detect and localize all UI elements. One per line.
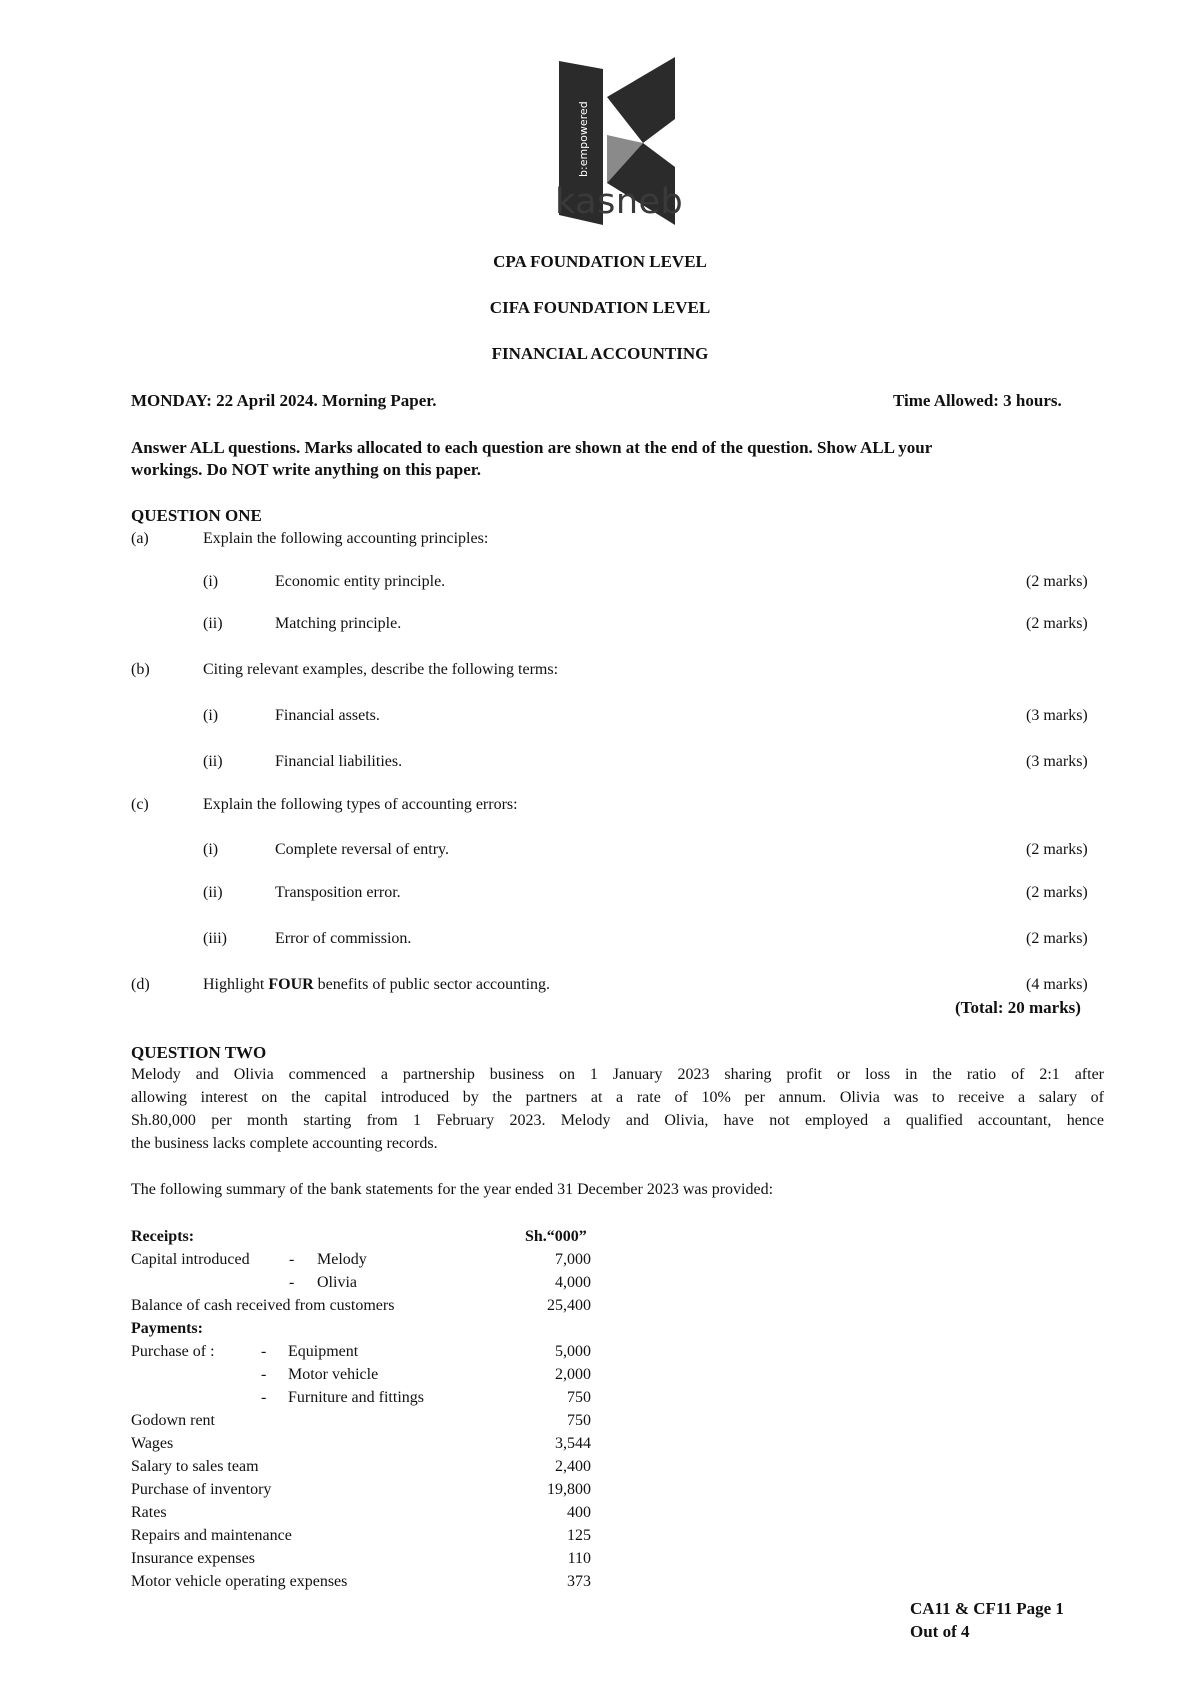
q1-d-text-pre: Highlight: [203, 976, 269, 993]
q1-d-text: [203, 976, 550, 994]
instructions-line-1: Answer ALL questions. Marks allocated to each question are shown at the end of the question. Show ALL your: [131, 438, 933, 457]
expense-amount-repairs: 125: [567, 1527, 591, 1544]
header-line-1: CPA FOUNDATION LEVEL: [493, 252, 707, 271]
q1-c-ii-num: (ii): [203, 884, 223, 901]
q1-a-ii-marks: (2 marks): [1026, 615, 1088, 632]
payments-heading: Payments:: [131, 1320, 203, 1337]
q1-c-i-text: Complete reversal of entry.: [275, 841, 450, 858]
purchase-name-motor-vehicle: Motor vehicle: [288, 1366, 379, 1383]
header-line-3: FINANCIAL ACCOUNTING: [491, 344, 709, 363]
expense-name-repairs: Repairs and maintenance: [131, 1527, 292, 1544]
purchase-amount-motor-vehicle: 2,000: [555, 1366, 591, 1383]
expense-amount-motor-operating: 373: [567, 1573, 591, 1590]
purchase-dash-2: -: [261, 1366, 267, 1383]
expense-amount-godown-rent: 750: [567, 1412, 591, 1429]
q1-b-i-text: Financial assets.: [275, 707, 380, 724]
purchase-amount-furniture: 750: [567, 1389, 591, 1406]
exam-time-allowed: Time Allowed: 3 hours.: [893, 391, 1062, 410]
question-one-heading: QUESTION ONE: [131, 506, 262, 525]
q1-a-i-num: (i): [203, 573, 219, 590]
q2-para-line-2: allowing interest on the capital introduced by the partners at a rate of 10% per annum. Olivia was to receive a salary of: [131, 1089, 1104, 1106]
expense-name-insurance: Insurance expenses: [131, 1550, 255, 1567]
q1-d-label: (d): [131, 976, 150, 993]
expense-name-wages: Wages: [131, 1435, 174, 1452]
logo-wordmark: kasneb: [555, 182, 684, 222]
expense-name-godown-rent: Godown rent: [131, 1412, 215, 1429]
q1-a-text: Explain the following accounting principles:: [203, 530, 489, 547]
purchase-of-label: Purchase of :: [131, 1343, 215, 1360]
q1-b-i-num: (i): [203, 707, 219, 724]
capital-dash-1: -: [289, 1251, 295, 1268]
customers-amount: 25,400: [547, 1297, 591, 1314]
customers-label: Balance of cash received from customers: [131, 1297, 395, 1314]
q2-para-line-3: Sh.80,000 per month starting from 1 February 2023. Melody and Olivia, have not employed a qualified accountant, hence: [131, 1112, 1104, 1129]
q1-a-i-marks: (2 marks): [1026, 573, 1088, 590]
q1-a-label: (a): [131, 530, 149, 547]
q1-a-ii-num: (ii): [203, 615, 223, 632]
expense-name-salary: Salary to sales team: [131, 1458, 259, 1475]
q1-c-i-num: (i): [203, 841, 219, 858]
header-line-2: CIFA FOUNDATION LEVEL: [489, 298, 711, 317]
purchase-name-equipment: Equipment: [288, 1343, 359, 1360]
q1-c-iii-text: Error of commission.: [275, 930, 412, 947]
q1-c-label: (c): [131, 796, 149, 813]
q1-b-ii-text: Financial liabilities.: [275, 753, 403, 770]
q2-para-line-4: the business lacks complete accounting records.: [131, 1135, 438, 1152]
footer-page-code: CA11 & CF11 Page 1: [910, 1599, 1064, 1618]
q1-b-label: (b): [131, 661, 150, 678]
q1-b-ii-marks: (3 marks): [1026, 753, 1088, 770]
q1-c-text: Explain the following types of accounting errors:: [203, 796, 518, 813]
q2-summary-intro: The following summary of the bank statements for the year ended 31 December 2023 was provided:: [131, 1181, 774, 1198]
capital-amount-olivia: 4,000: [555, 1274, 591, 1291]
q1-c-iii-marks: (2 marks): [1026, 930, 1088, 947]
capital-name-melody: Melody: [317, 1251, 367, 1268]
q1-b-text: Citing relevant examples, describe the following terms:: [203, 661, 559, 678]
expense-name-inventory: Purchase of inventory: [131, 1481, 272, 1498]
exam-date: MONDAY: 22 April 2024. Morning Paper.: [131, 391, 437, 410]
q1-b-ii-num: (ii): [203, 753, 223, 770]
q1-c-iii-num: (iii): [203, 930, 227, 947]
expense-name-motor-operating: Motor vehicle operating expenses: [131, 1573, 348, 1590]
expense-name-rates: Rates: [131, 1504, 167, 1521]
expense-amount-wages: 3,544: [555, 1435, 591, 1452]
q1-d-text-post: benefits of public sector accounting.: [313, 976, 551, 993]
capital-amount-melody: 7,000: [555, 1251, 591, 1268]
q1-c-ii-text: Transposition error.: [275, 884, 401, 901]
receipts-heading: Receipts:: [131, 1228, 195, 1245]
expense-amount-inventory: 19,800: [547, 1481, 591, 1498]
currency-heading: Sh.“000”: [525, 1228, 587, 1245]
capital-name-olivia: Olivia: [317, 1274, 357, 1291]
q1-total-marks: (Total: 20 marks): [955, 998, 1081, 1017]
q1-d-text-bold: FOUR: [268, 976, 314, 993]
q1-a-ii-text: Matching principle.: [275, 615, 402, 632]
capital-dash-2: -: [289, 1274, 295, 1291]
q2-para-line-1: Melody and Olivia commenced a partnership business on 1 January 2023 sharing profit or loss in the ratio of 2:1 after: [131, 1066, 1104, 1083]
purchase-dash-3: -: [261, 1389, 267, 1406]
footer-page-count: Out of 4: [910, 1622, 970, 1641]
q1-b-i-marks: (3 marks): [1026, 707, 1088, 724]
instructions-line-2: workings. Do NOT write anything on this paper.: [131, 460, 481, 479]
q1-c-i-marks: (2 marks): [1026, 841, 1088, 858]
purchase-amount-equipment: 5,000: [555, 1343, 591, 1360]
expense-amount-rates: 400: [567, 1504, 591, 1521]
logo-tagline: b:empowered: [577, 101, 590, 177]
q1-c-ii-marks: (2 marks): [1026, 884, 1088, 901]
purchase-dash-1: -: [261, 1343, 267, 1360]
expense-amount-insurance: 110: [567, 1550, 591, 1567]
question-two-heading: QUESTION TWO: [131, 1043, 267, 1062]
purchase-name-furniture: Furniture and fittings: [288, 1389, 424, 1406]
capital-introduced-label: Capital introduced: [131, 1251, 250, 1268]
expense-amount-salary: 2,400: [555, 1458, 591, 1475]
q1-d-marks: (4 marks): [1026, 976, 1088, 993]
q1-a-i-text: Economic entity principle.: [275, 573, 446, 590]
